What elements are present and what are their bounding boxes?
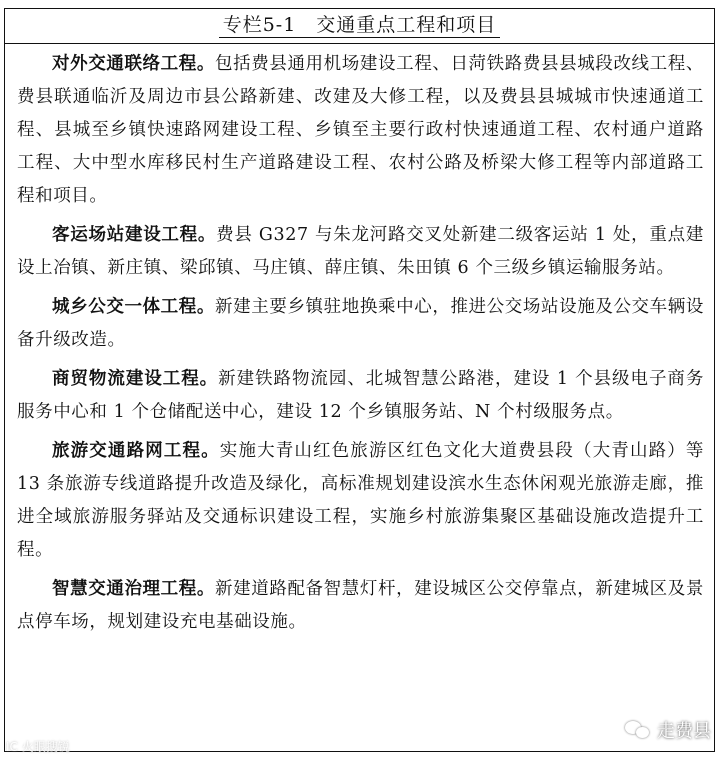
paragraph-logistics <box>17 363 704 429</box>
paragraph-text: 新建道路配备智慧灯杆，建设城区公交停靠点，新建城区及景点停车场，规划建设充电基础设施。 <box>17 579 704 632</box>
paragraph-lead: 城乡公交一体工程。 <box>52 297 215 317</box>
paragraph-lead: 客运场站建设工程。 <box>52 225 217 245</box>
box-title: 专栏5-1 交通重点工程和项目 <box>219 14 501 38</box>
paragraph-external-transport <box>17 48 704 213</box>
paragraph-lead: 对外交通联络工程。 <box>52 54 215 74</box>
paragraph-passenger-stations <box>17 219 704 285</box>
wechat-icon <box>625 719 651 741</box>
corner-watermark: IC 火眼搜锐 <box>6 740 70 754</box>
paragraph-lead: 智慧交通治理工程。 <box>52 579 215 599</box>
wechat-watermark <box>625 717 711 743</box>
paragraph-smart-traffic <box>17 573 704 639</box>
paragraph-text: 费县 G327 与朱龙河路交叉处新建二级客运站 1 处，重点建设上冶镇、新庄镇、梁邱镇、马庄镇、薛庄镇、朱田镇 6 个三级乡镇运输服务站。 <box>17 225 704 278</box>
paragraph-lead: 商贸物流建设工程。 <box>52 369 219 389</box>
paragraph-lead: 旅游交通路网工程。 <box>52 441 220 461</box>
paragraph-text: 实施大青山红色旅游区红色文化大道费县段（大青山路）等 13 条旅游专线道路提升改造及绿化，高标准规划建设滨水生态休闲观光旅游走廊，推进全域旅游服务驿站及交通标识建设工程，实施乡村旅游集聚区基础设施改造提升工程。 <box>17 441 704 560</box>
watermark-text: 走费县 <box>657 721 711 742</box>
paragraph-tourism-roads <box>17 435 704 567</box>
paragraph-text: 新建铁路物流园、北城智慧公路港，建设 1 个县级电子商务服务中心和 1 个仓储配送中心，建设 12 个乡镇服务站、N 个村级服务点。 <box>17 369 704 422</box>
box-body <box>5 44 714 639</box>
paragraph-text: 新建主要乡镇驻地换乘中心，推进公交场站设施及公交车辆设备升级改造。 <box>17 297 704 350</box>
title-bar <box>5 9 714 44</box>
paragraph-text: 包括费县通用机场建设工程、日菏铁路费县县城段改线工程、费县联通临沂及周边市县公路新建、改建及大修工程，以及费县县城城市快速通道工程、县城至乡镇快速路网建设工程、乡镇至主要行政村快速通道工程、农村通户道路工程、大中型水库移民村生产道路建设工程、农村公路及桥梁大修工程等内部道路工程和项目。 <box>17 54 704 206</box>
feature-box <box>4 8 715 752</box>
paragraph-public-transit <box>17 291 704 357</box>
